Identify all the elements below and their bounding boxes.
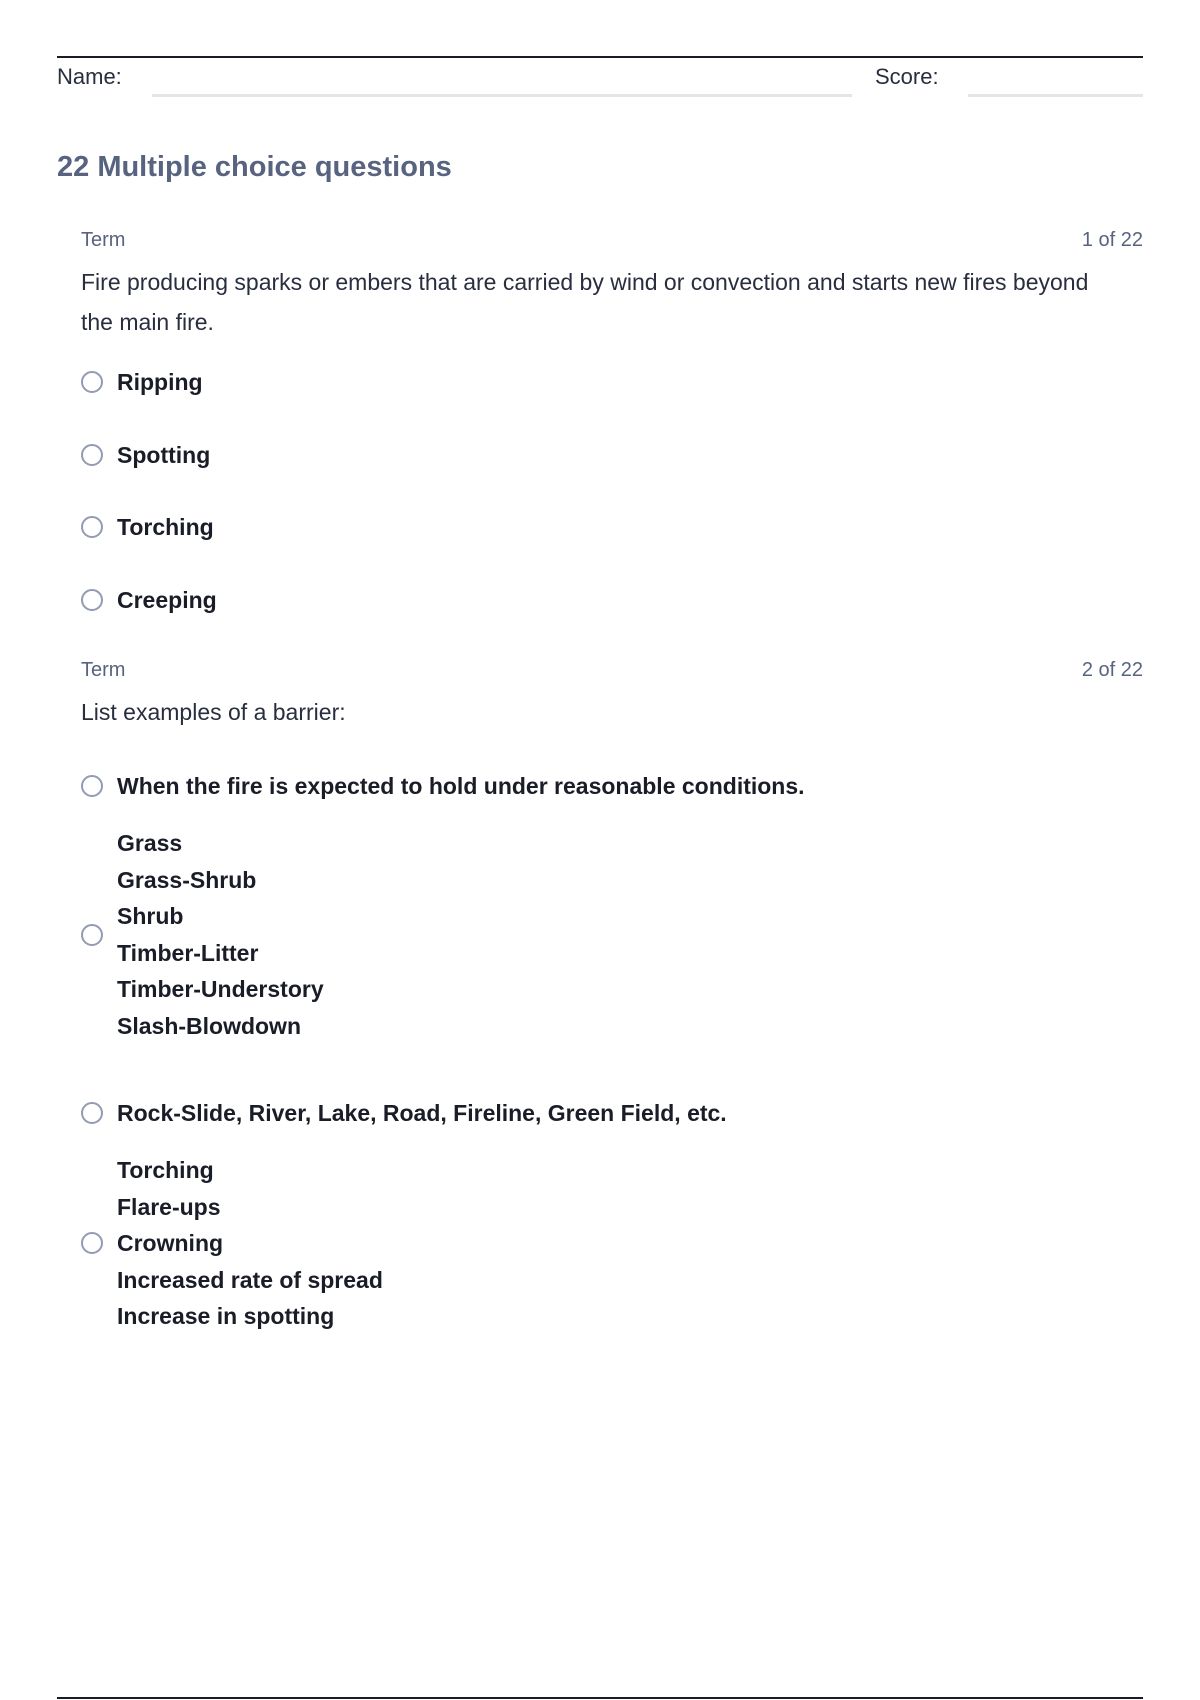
answer-option[interactable] bbox=[81, 825, 324, 1044]
answer-option[interactable] bbox=[81, 586, 217, 614]
option-text bbox=[117, 1152, 383, 1335]
term-label: Term bbox=[81, 659, 126, 681]
answer-option[interactable] bbox=[81, 1099, 727, 1127]
answer-option[interactable] bbox=[81, 513, 214, 541]
page-title: 22 Multiple choice questions bbox=[57, 151, 452, 183]
option-line: Increase in spotting bbox=[117, 1303, 335, 1329]
radio-button[interactable] bbox=[81, 924, 103, 946]
option-text: Spotting bbox=[117, 442, 211, 468]
score-field[interactable] bbox=[968, 94, 1143, 97]
radio-button[interactable] bbox=[81, 775, 103, 797]
option-line: Timber-Understory bbox=[117, 976, 324, 1002]
question-card bbox=[81, 658, 1143, 1338]
radio-button[interactable] bbox=[81, 589, 103, 611]
option-line: Grass-Shrub bbox=[117, 866, 257, 893]
score-label: Score: bbox=[875, 64, 939, 89]
option-line: Grass bbox=[117, 830, 183, 856]
answer-option[interactable] bbox=[81, 441, 210, 469]
question-counter: 1 of 22 bbox=[1081, 229, 1143, 251]
question-prompt: List examples of a barrier: bbox=[81, 699, 346, 725]
option-line: Timber-Litter bbox=[117, 939, 259, 966]
question-counter: 2 of 22 bbox=[1081, 659, 1143, 681]
name-field[interactable] bbox=[152, 94, 852, 97]
radio-button[interactable] bbox=[81, 1102, 103, 1124]
name-label: Name: bbox=[57, 64, 122, 89]
option-line: Slash-Blowdown bbox=[117, 1012, 301, 1039]
radio-button[interactable] bbox=[81, 516, 103, 538]
option-text: When the fire is expected to hold under reasonable conditions. bbox=[117, 773, 805, 799]
question-prompt: Fire producing sparks or embers that are carried by wind or convection and starts new fires beyond the main fire. bbox=[81, 269, 1089, 335]
radio-button[interactable] bbox=[81, 444, 103, 466]
option-line: Flare-ups bbox=[117, 1193, 221, 1220]
bottom-rule bbox=[57, 1697, 1143, 1699]
option-text: Torching bbox=[117, 514, 214, 540]
question-card bbox=[81, 228, 1143, 628]
radio-button[interactable] bbox=[81, 1232, 103, 1254]
answer-option[interactable] bbox=[81, 368, 203, 396]
option-line: Shrub bbox=[117, 903, 184, 929]
option-line: Torching bbox=[117, 1157, 214, 1183]
option-line: Increased rate of spread bbox=[117, 1266, 383, 1293]
option-line: Crowning bbox=[117, 1230, 224, 1256]
answer-option[interactable] bbox=[81, 1152, 383, 1335]
radio-button[interactable] bbox=[81, 371, 103, 393]
option-text: Ripping bbox=[117, 369, 203, 395]
answer-option[interactable] bbox=[81, 772, 805, 800]
option-text: Rock-Slide, River, Lake, Road, Fireline, Green Field, etc. bbox=[117, 1100, 727, 1126]
term-label: Term bbox=[81, 229, 126, 251]
header-row bbox=[57, 64, 1143, 98]
top-rule bbox=[57, 56, 1143, 58]
option-text: Creeping bbox=[117, 587, 217, 613]
option-text bbox=[117, 825, 324, 1044]
